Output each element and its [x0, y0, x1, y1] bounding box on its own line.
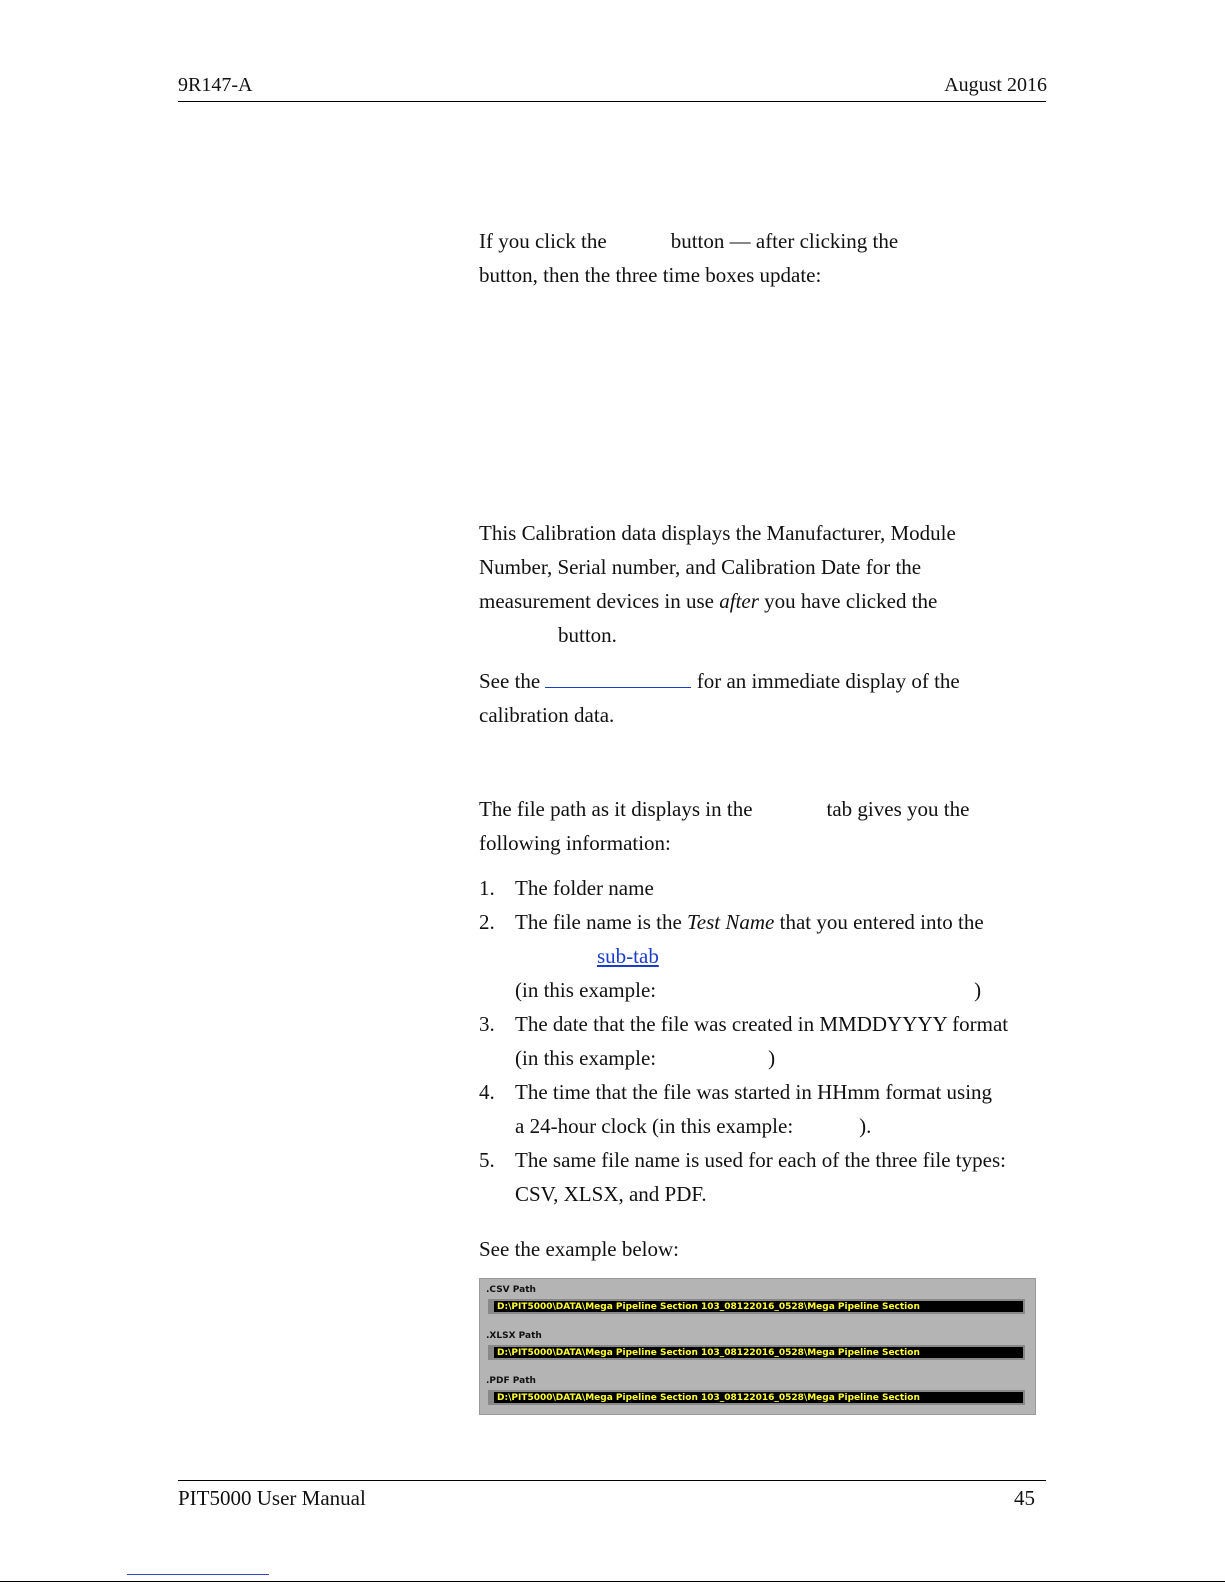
file-path-example-panel	[479, 1278, 1036, 1415]
paragraph-calibration-line-1: This Calibration data displays the Manufacturer, Module	[479, 521, 956, 545]
xlsx-path-value: D:\PIT5000\DATA\Mega Pipeline Section 103_08122016_0528\Mega Pipeline Section	[497, 1348, 920, 1358]
emphasis-text: after	[719, 589, 759, 613]
list-text: The folder name	[515, 876, 654, 900]
paragraph-see-line-2: calibration data.	[479, 703, 615, 727]
list-text: a 24-hour clock (in this example:	[515, 1114, 794, 1138]
list-number: 5.	[479, 1148, 495, 1172]
list-number: 3.	[479, 1012, 495, 1036]
paragraph-time-update-line-1	[479, 224, 898, 258]
list-text: The date that the file was created in MMDDYYYY format	[515, 1012, 1009, 1036]
xlsx-path-label: .XLSX Path	[486, 1331, 542, 1341]
list-text: that you entered into the	[779, 910, 984, 934]
manual-title: PIT5000 User Manual	[178, 1486, 366, 1510]
paragraph-calibration-line-3	[479, 584, 937, 618]
pdf-path-value: D:\PIT5000\DATA\Mega Pipeline Section 103_08122016_0528\Mega Pipeline Section	[497, 1393, 920, 1403]
text: measurement devices in use	[479, 589, 714, 613]
footer-rule	[178, 1480, 1046, 1481]
document-id: 9R147-A	[178, 74, 253, 96]
list-text: The time that the file was started in HHmm format using	[515, 1080, 993, 1104]
paragraph-file-path-line-1	[479, 792, 969, 826]
list-text: ).	[859, 1114, 872, 1138]
csv-path-field[interactable]	[488, 1299, 1025, 1314]
page-bottom-rule	[0, 1581, 1225, 1582]
page-number: 45	[1014, 1486, 1035, 1510]
text: See the	[479, 669, 541, 693]
paragraph-time-update-line-2: button, then the three time boxes update:	[479, 263, 822, 287]
text: If you click the	[479, 229, 607, 253]
list-item	[479, 1143, 1008, 1211]
list-text: (in this example:	[515, 978, 657, 1002]
list-item	[479, 1007, 1008, 1075]
list-number: 1.	[479, 876, 495, 900]
list-text: The file name is the	[515, 910, 682, 934]
list-text: (in this example:	[515, 1046, 657, 1070]
list-item	[479, 1075, 1008, 1143]
csv-path-label: .CSV Path	[486, 1285, 536, 1295]
emphasis-text: Test Name	[687, 910, 775, 934]
pdf-path-field[interactable]	[488, 1390, 1025, 1405]
text: tab gives you the	[826, 797, 970, 821]
header-rule	[178, 101, 1046, 102]
list-text: )	[974, 978, 982, 1002]
list-text: )	[768, 1046, 776, 1070]
document-date: August 2016	[944, 74, 1047, 96]
sub-tab-link[interactable]: sub-tab	[597, 944, 659, 968]
list-number: 2.	[479, 910, 495, 934]
list-text: CSV, XLSX, and PDF.	[515, 1182, 707, 1206]
list-number: 4.	[479, 1080, 495, 1104]
xlsx-path-field[interactable]	[488, 1345, 1025, 1360]
numbered-list	[479, 871, 1008, 1211]
text: you have clicked the	[764, 589, 938, 613]
text: The file path as it displays in the	[479, 797, 753, 821]
paragraph-see-example: See the example below:	[479, 1237, 680, 1261]
paragraph-see-line-1	[479, 664, 960, 698]
cross-reference-link[interactable]	[545, 686, 691, 688]
bottom-link-underline[interactable]	[127, 1574, 269, 1575]
paragraph-calibration-line-4: button.	[558, 623, 617, 647]
paragraph-calibration-line-2: Number, Serial number, and Calibration Date for the	[479, 555, 922, 579]
pdf-path-label: .PDF Path	[486, 1376, 536, 1386]
csv-path-value: D:\PIT5000\DATA\Mega Pipeline Section 103_08122016_0528\Mega Pipeline Section	[497, 1302, 920, 1312]
list-text: The same file name is used for each of the three file types:	[515, 1148, 1006, 1172]
list-item	[479, 871, 1008, 905]
text: for an immediate display of the	[696, 669, 960, 693]
text: button — after clicking the	[670, 229, 899, 253]
paragraph-file-path-line-2: following information:	[479, 831, 671, 855]
list-item	[479, 905, 1008, 1007]
